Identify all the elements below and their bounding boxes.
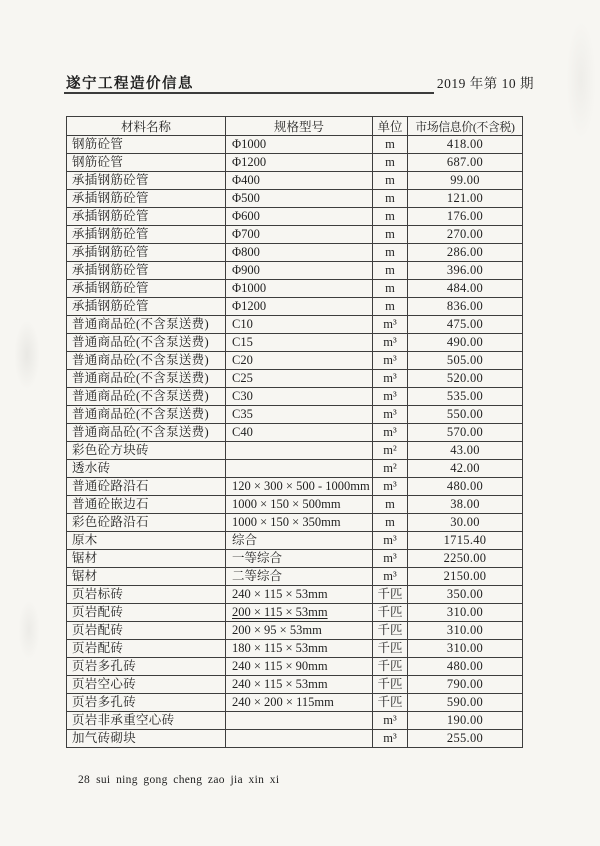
material-name-cell: 承插钢筋砼管 (67, 226, 226, 244)
unit-cell: m (373, 226, 408, 244)
material-name-cell: 钢筋砼管 (67, 136, 226, 154)
unit-cell: m (373, 136, 408, 154)
material-name-cell: 锯材 (67, 550, 226, 568)
material-name-cell: 承插钢筋砼管 (67, 244, 226, 262)
unit-cell: m (373, 154, 408, 172)
spec-cell: C10 (226, 316, 373, 334)
unit-cell: 千匹 (373, 640, 408, 658)
table-row (67, 154, 523, 172)
column-header-price: 市场信息价(不含税) (408, 117, 523, 136)
spec-cell: 200 × 115 × 53mm (226, 604, 373, 622)
price-cell: 176.00 (408, 208, 523, 226)
unit-cell: m (373, 244, 408, 262)
price-cell: 790.00 (408, 676, 523, 694)
material-name-cell: 承插钢筋砼管 (67, 190, 226, 208)
price-cell: 570.00 (408, 424, 523, 442)
material-name-cell: 普通砼路沿石 (67, 478, 226, 496)
unit-cell: m² (373, 442, 408, 460)
table-row (67, 136, 523, 154)
unit-cell: m (373, 514, 408, 532)
header-rule (64, 92, 434, 94)
unit-cell: m³ (373, 370, 408, 388)
price-cell: 270.00 (408, 226, 523, 244)
unit-cell: m (373, 496, 408, 514)
spec-cell: C20 (226, 352, 373, 370)
material-name-cell: 普通商品砼(不含泵送费) (67, 424, 226, 442)
unit-cell: m³ (373, 532, 408, 550)
spec-cell: Φ900 (226, 262, 373, 280)
spec-cell: 240 × 115 × 90mm (226, 658, 373, 676)
page-number: 28 (78, 774, 91, 786)
table-row (67, 496, 523, 514)
price-table-body (67, 136, 523, 748)
material-name-cell: 页岩非承重空心砖 (67, 712, 226, 730)
table-row (67, 586, 523, 604)
table-row (67, 514, 523, 532)
material-name-cell: 页岩配砖 (67, 640, 226, 658)
price-cell: 520.00 (408, 370, 523, 388)
spec-cell: C25 (226, 370, 373, 388)
material-name-cell: 加气砖砌块 (67, 730, 226, 748)
header-row (67, 117, 523, 136)
price-cell: 2250.00 (408, 550, 523, 568)
unit-cell: m³ (373, 568, 408, 586)
page-title: 遂宁工程造价信息 (66, 76, 194, 92)
price-cell: 484.00 (408, 280, 523, 298)
unit-cell: m³ (373, 478, 408, 496)
spec-cell: 二等综合 (226, 568, 373, 586)
price-cell: 2150.00 (408, 568, 523, 586)
spec-cell: C40 (226, 424, 373, 442)
price-cell: 30.00 (408, 514, 523, 532)
unit-cell: m (373, 262, 408, 280)
material-name-cell: 普通商品砼(不含泵送费) (67, 388, 226, 406)
price-cell: 480.00 (408, 478, 523, 496)
table-row (67, 352, 523, 370)
table-row (67, 730, 523, 748)
price-cell: 490.00 (408, 334, 523, 352)
unit-cell: m³ (373, 316, 408, 334)
table-row (67, 532, 523, 550)
material-name-cell: 彩色砼路沿石 (67, 514, 226, 532)
spec-cell: Φ1200 (226, 154, 373, 172)
material-name-cell: 页岩标砖 (67, 586, 226, 604)
table-row (67, 406, 523, 424)
price-cell: 480.00 (408, 658, 523, 676)
unit-cell: 千匹 (373, 604, 408, 622)
material-name-cell: 承插钢筋砼管 (67, 262, 226, 280)
price-cell: 475.00 (408, 316, 523, 334)
table-row (67, 622, 523, 640)
table-row (67, 370, 523, 388)
table-row (67, 478, 523, 496)
price-cell: 310.00 (408, 604, 523, 622)
price-cell: 121.00 (408, 190, 523, 208)
unit-cell: 千匹 (373, 586, 408, 604)
spec-cell: Φ500 (226, 190, 373, 208)
table-row (67, 640, 523, 658)
price-cell: 1715.40 (408, 532, 523, 550)
material-name-cell: 彩色砼方块砖 (67, 442, 226, 460)
spec-cell: 240 × 115 × 53mm (226, 586, 373, 604)
price-cell: 42.00 (408, 460, 523, 478)
spec-cell: C35 (226, 406, 373, 424)
spec-cell: Φ600 (226, 208, 373, 226)
table-row (67, 694, 523, 712)
spec-cell: Φ1000 (226, 136, 373, 154)
material-name-cell: 页岩多孔砖 (67, 658, 226, 676)
table-row (67, 208, 523, 226)
table-row (67, 190, 523, 208)
issue-label: 2019 年第 10 期 (436, 76, 534, 91)
material-name-cell: 原木 (67, 532, 226, 550)
table-row (67, 712, 523, 730)
material-name-cell: 页岩多孔砖 (67, 694, 226, 712)
page-footer (78, 774, 279, 786)
scan-smudge (566, 20, 596, 140)
table-row (67, 388, 523, 406)
price-cell: 38.00 (408, 496, 523, 514)
material-name-cell: 普通商品砼(不含泵送费) (67, 406, 226, 424)
material-name-cell: 页岩配砖 (67, 604, 226, 622)
unit-cell: m³ (373, 730, 408, 748)
spec-cell: 1000 × 150 × 350mm (226, 514, 373, 532)
price-cell: 396.00 (408, 262, 523, 280)
unit-cell: 千匹 (373, 676, 408, 694)
material-name-cell: 承插钢筋砼管 (67, 208, 226, 226)
material-name-cell: 透水砖 (67, 460, 226, 478)
table-row (67, 334, 523, 352)
unit-cell: m³ (373, 712, 408, 730)
material-name-cell: 钢筋砼管 (67, 154, 226, 172)
spec-cell (226, 730, 373, 748)
unit-cell: m³ (373, 352, 408, 370)
price-cell: 505.00 (408, 352, 523, 370)
spec-cell: 综合 (226, 532, 373, 550)
unit-cell: m² (373, 460, 408, 478)
scan-smudge (18, 600, 40, 660)
price-cell: 535.00 (408, 388, 523, 406)
unit-cell: 千匹 (373, 622, 408, 640)
unit-cell: m³ (373, 334, 408, 352)
material-name-cell: 普通砼嵌边石 (67, 496, 226, 514)
spec-cell (226, 460, 373, 478)
table-row (67, 460, 523, 478)
spec-cell: 120 × 300 × 500 - 1000mm (226, 478, 373, 496)
material-name-cell: 承插钢筋砼管 (67, 172, 226, 190)
spec-cell: Φ800 (226, 244, 373, 262)
price-cell: 687.00 (408, 154, 523, 172)
table-row (67, 280, 523, 298)
unit-cell: 千匹 (373, 694, 408, 712)
unit-cell: m (373, 298, 408, 316)
spec-cell (226, 712, 373, 730)
spec-cell: 200 × 95 × 53mm (226, 622, 373, 640)
unit-cell: 千匹 (373, 658, 408, 676)
unit-cell: m (373, 280, 408, 298)
material-name-cell: 普通商品砼(不含泵送费) (67, 316, 226, 334)
column-header-spec: 规格型号 (226, 117, 373, 136)
price-table (66, 116, 523, 748)
price-cell: 310.00 (408, 640, 523, 658)
unit-cell: m³ (373, 406, 408, 424)
spec-cell: 一等综合 (226, 550, 373, 568)
price-cell: 99.00 (408, 172, 523, 190)
material-name-cell: 普通商品砼(不含泵送费) (67, 334, 226, 352)
spec-cell: 240 × 115 × 53mm (226, 676, 373, 694)
unit-cell: m³ (373, 424, 408, 442)
footer-pinyin: sui ning gong cheng zao jia xin xi (96, 774, 280, 786)
price-cell: 350.00 (408, 586, 523, 604)
table-row (67, 244, 523, 262)
table-row (67, 226, 523, 244)
column-header-material-name: 材料名称 (67, 117, 226, 136)
price-cell: 255.00 (408, 730, 523, 748)
table-row (67, 172, 523, 190)
spec-cell: 240 × 200 × 115mm (226, 694, 373, 712)
spec-cell: Φ1000 (226, 280, 373, 298)
spec-cell: 180 × 115 × 53mm (226, 640, 373, 658)
material-name-cell: 普通商品砼(不含泵送费) (67, 352, 226, 370)
price-cell: 590.00 (408, 694, 523, 712)
price-cell: 190.00 (408, 712, 523, 730)
material-name-cell: 普通商品砼(不含泵送费) (67, 370, 226, 388)
price-cell: 836.00 (408, 298, 523, 316)
material-name-cell: 锯材 (67, 568, 226, 586)
column-header-unit: 单位 (373, 117, 408, 136)
material-name-cell: 承插钢筋砼管 (67, 280, 226, 298)
table-row (67, 658, 523, 676)
spec-cell: C30 (226, 388, 373, 406)
table-row (67, 442, 523, 460)
unit-cell: m³ (373, 550, 408, 568)
material-name-cell: 承插钢筋砼管 (67, 298, 226, 316)
scan-smudge (14, 320, 40, 390)
table-row (67, 676, 523, 694)
spec-cell: Φ700 (226, 226, 373, 244)
price-cell: 43.00 (408, 442, 523, 460)
table-row (67, 604, 523, 622)
table-row (67, 550, 523, 568)
price-cell: 310.00 (408, 622, 523, 640)
price-table-header (67, 117, 523, 136)
material-name-cell: 页岩空心砖 (67, 676, 226, 694)
unit-cell: m (373, 208, 408, 226)
table-row (67, 424, 523, 442)
spec-cell: 1000 × 150 × 500mm (226, 496, 373, 514)
spec-cell: C15 (226, 334, 373, 352)
table-row (67, 316, 523, 334)
material-name-cell: 页岩配砖 (67, 622, 226, 640)
price-cell: 286.00 (408, 244, 523, 262)
spec-cell: Φ1200 (226, 298, 373, 316)
table-row (67, 262, 523, 280)
unit-cell: m (373, 190, 408, 208)
spec-cell: Φ400 (226, 172, 373, 190)
unit-cell: m³ (373, 388, 408, 406)
unit-cell: m (373, 172, 408, 190)
price-cell: 550.00 (408, 406, 523, 424)
spec-cell (226, 442, 373, 460)
table-row (67, 568, 523, 586)
price-cell: 418.00 (408, 136, 523, 154)
table-row (67, 298, 523, 316)
